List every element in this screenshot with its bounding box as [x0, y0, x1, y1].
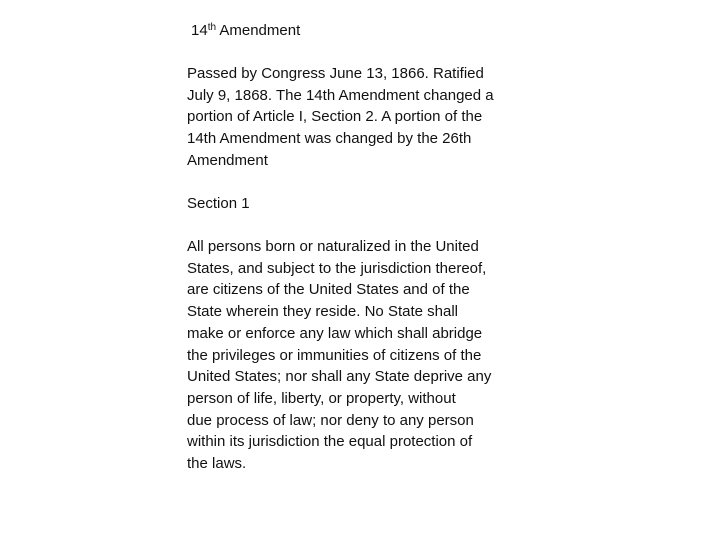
- intro-line: Passed by Congress June 13, 1866. Ratified: [187, 65, 484, 82]
- intro-line: July 9, 1868. The 14th Amendment changed a: [187, 86, 494, 104]
- section-line: United States; nor shall any State deprive any: [187, 368, 492, 386]
- section-body-paragraph: [187, 236, 537, 475]
- section-line: are citizens of the United States and of the: [187, 281, 470, 299]
- intro-paragraph: [187, 63, 537, 172]
- title-word: Amendment: [219, 22, 301, 39]
- intro-line: portion of Article I, Section 2. A portion of the: [187, 108, 483, 126]
- section-line: All persons born or naturalized in the United: [187, 238, 479, 255]
- section-line: the laws.: [187, 455, 247, 473]
- section-line: due process of law; nor deny to any person: [187, 411, 474, 429]
- title-number: 14: [191, 22, 208, 39]
- section-line: States, and subject to the jurisdiction thereof,: [187, 259, 487, 277]
- section-heading-text: Section 1: [187, 195, 250, 212]
- intro-line: 14th Amendment was changed by the 26th: [187, 130, 472, 148]
- title-ordinal-suffix: th: [207, 22, 217, 33]
- section-line: make or enforce any law which shall abridge: [187, 324, 483, 342]
- section-line: person of life, liberty, or property, without: [187, 389, 456, 407]
- section-line: State wherein they reside. No State shall: [187, 303, 458, 321]
- section-line: the privileges or immunities of citizens of the: [187, 346, 482, 364]
- section-line: within its jurisdiction the equal protection of: [187, 433, 473, 451]
- section-heading: [187, 193, 537, 215]
- page-title: [191, 21, 300, 41]
- intro-line: Amendment: [187, 151, 268, 169]
